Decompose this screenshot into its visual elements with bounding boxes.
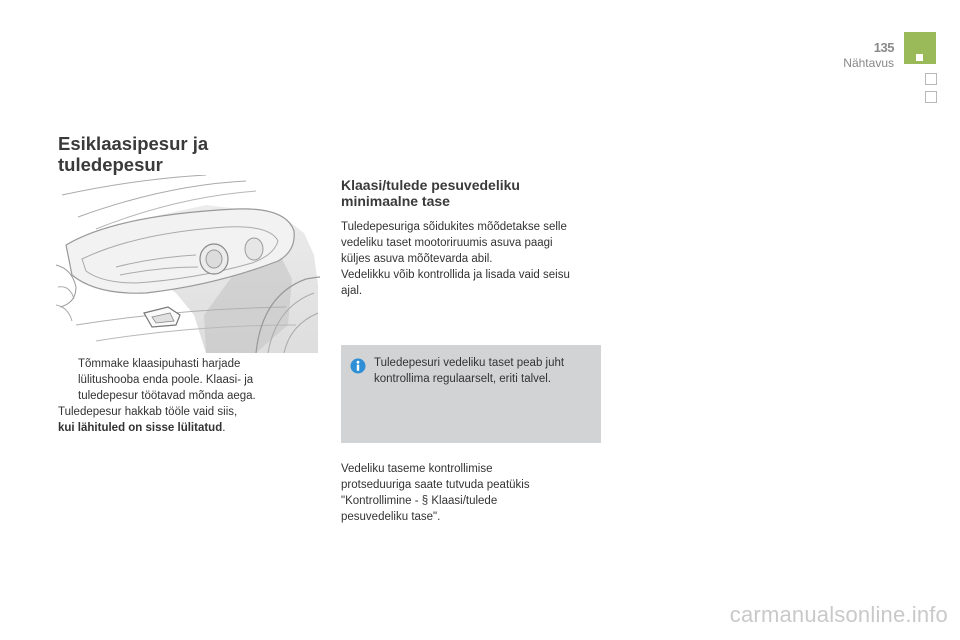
note-line: Tuledepesur hakkab tööle vaid siis,: [58, 406, 238, 418]
info-line: Tuledepesuri vedeliku taset peab juht: [374, 357, 565, 369]
subsection-title-line: Klaasi/tulede pesuvedeliku: [341, 177, 520, 193]
main-title: [58, 133, 318, 175]
bullet-text-line: Tõmmake klaasipuhasti harjade: [78, 358, 241, 370]
paragraph-line: Vedelikku võib kontrollida ja lisada vaid seisu: [341, 269, 570, 281]
headlamp-illustration: [56, 175, 320, 353]
info-text: [374, 355, 589, 387]
note-line-bold: [58, 420, 298, 436]
checkbox-bullet-icon: [58, 356, 78, 404]
paragraph-line: ajal.: [341, 285, 363, 297]
fluid-level-paragraph: [341, 219, 603, 299]
bullet-text-line: tuledepesur töötavad mõnda aega.: [78, 390, 256, 402]
info-icon: [350, 358, 366, 374]
main-title-line: Esiklaasipesur ja: [58, 133, 209, 154]
chapter-tab-active[interactable]: [904, 32, 936, 64]
bullet-text-line: lülitushooba enda poole. Klaasi- ja: [78, 374, 254, 386]
tab-marker-icon: [916, 54, 923, 61]
info-box: [341, 345, 601, 443]
subsection-title: [341, 177, 591, 209]
paragraph-line: vedeliku taset mootoriruumis asuva paagi: [341, 237, 553, 249]
reference-line: protseduuriga saate tutvuda peatükis: [341, 479, 530, 491]
main-title-line: tuledepesur: [58, 154, 163, 175]
reference-line: "Kontrollimine - § Klaasi/tulede: [341, 495, 498, 507]
info-line: kontrollima regulaarselt, eriti talvel.: [374, 373, 552, 385]
subsection-title-line: minimaalne tase: [341, 193, 450, 209]
bold-condition: kui lähituled on sisse lülitatud: [58, 422, 223, 434]
bullet-item: [58, 356, 298, 404]
reference-paragraph: [341, 461, 591, 525]
section-label: Nähtavus: [843, 56, 894, 70]
instructions-text: [58, 356, 298, 436]
reference-line: pesuvedeliku tase".: [341, 511, 441, 523]
paragraph-line: Tuledepesuriga sõidukites mõõdetakse selle: [341, 221, 567, 233]
page-number: 135: [873, 40, 894, 55]
watermark: carmanualsonline.info: [729, 602, 948, 627]
paragraph-line: küljes asuva mõõtevarda abil.: [341, 253, 493, 265]
chapter-tab[interactable]: [925, 73, 937, 85]
reference-line: Vedeliku taseme kontrollimise: [341, 463, 493, 475]
bold-condition-suffix: .: [222, 422, 226, 434]
chapter-tab[interactable]: [925, 91, 937, 103]
